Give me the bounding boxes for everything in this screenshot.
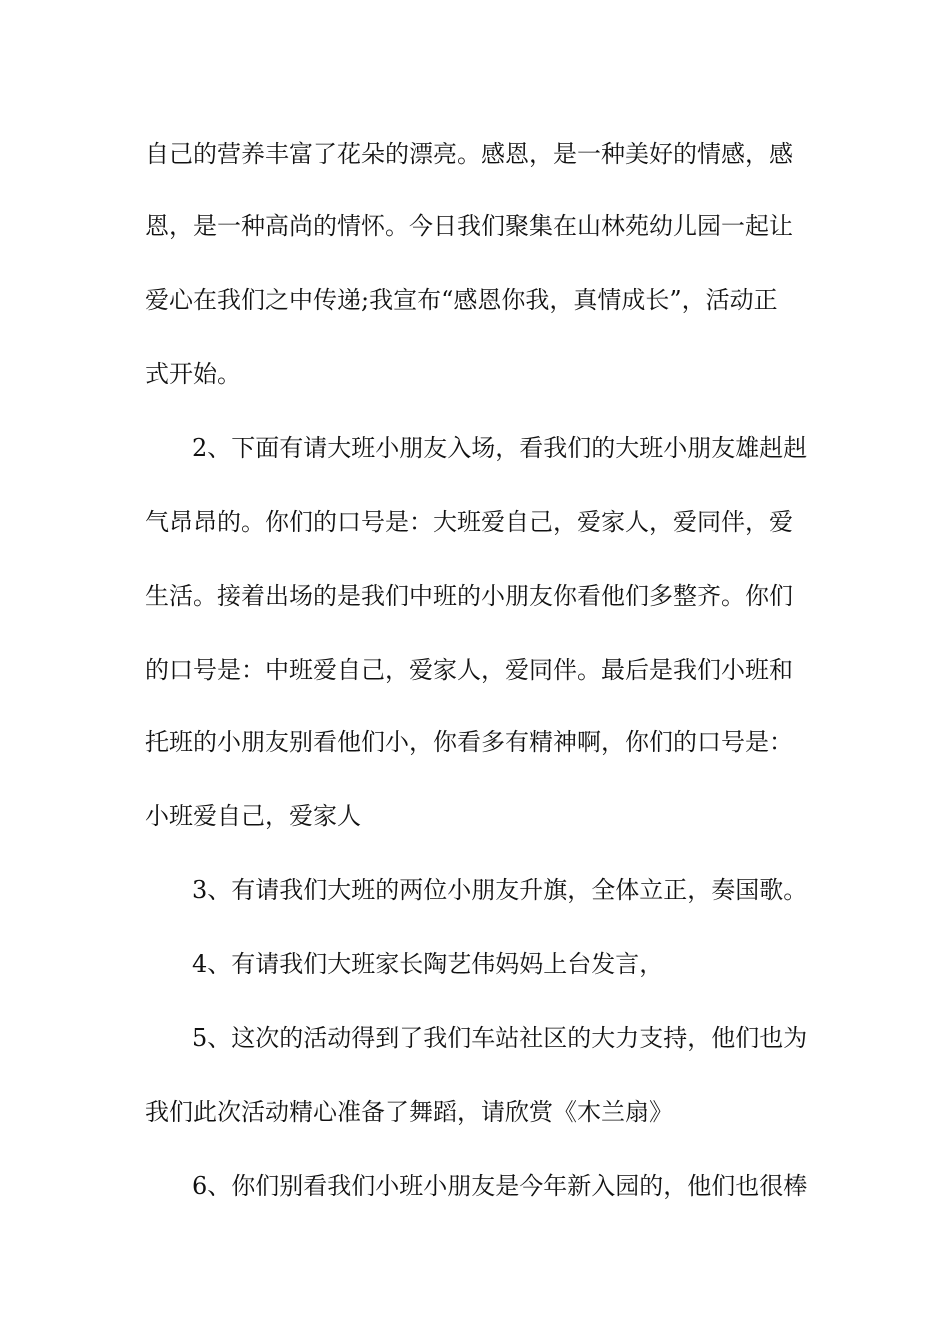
paragraph-line: 托班的小朋友别看他们小，你看多有精神啊，你们的口号是： bbox=[145, 728, 793, 756]
list-item: 6、你们别看我们小班小朋友是今年新入园的，他们也很棒 bbox=[192, 1172, 808, 1200]
paragraph-line: 小班爱自己，爱家人 bbox=[145, 802, 361, 830]
list-item: 5、这次的活动得到了我们车站社区的大力支持，他们也为 bbox=[192, 1024, 808, 1052]
paragraph-line: 爱心在我们之中传递;我宣布“感恩你我，真情成长”，活动正 bbox=[145, 286, 778, 314]
paragraph-line: 的口号是：中班爱自己，爱家人，爱同伴。最后是我们小班和 bbox=[145, 656, 793, 684]
paragraph-line: 恩，是一种高尚的情怀。今日我们聚集在山林苑幼儿园一起让 bbox=[145, 212, 793, 240]
paragraph-line: 我们此次活动精心准备了舞蹈，请欣赏《木兰扇》 bbox=[145, 1098, 673, 1126]
list-item: 3、有请我们大班的两位小朋友升旗，全体立正，奏国歌。 bbox=[192, 876, 808, 904]
list-item: 4、有请我们大班家长陶艺伟妈妈上台发言， bbox=[192, 950, 664, 978]
list-item: 2、下面有请大班小朋友入场，看我们的大班小朋友雄赳赳 bbox=[192, 434, 808, 462]
paragraph-line: 式开始。 bbox=[145, 360, 241, 388]
paragraph-line: 生活。接着出场的是我们中班的小朋友你看他们多整齐。你们 bbox=[145, 582, 793, 610]
paragraph-line: 自己的营养丰富了花朵的漂亮。感恩，是一种美好的情感，感 bbox=[145, 140, 793, 168]
paragraph-line: 气昂昂的。你们的口号是：大班爱自己，爱家人，爱同伴，爱 bbox=[145, 508, 793, 536]
